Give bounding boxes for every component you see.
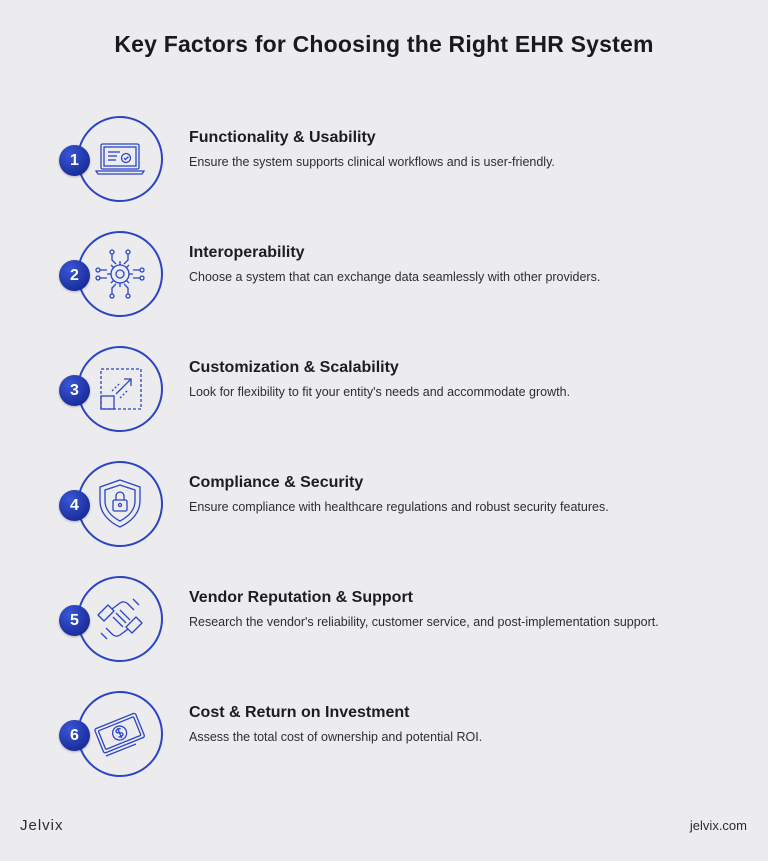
footer-url: jelvix.com (689, 818, 747, 833)
jelvix-logo: Jelvix (20, 817, 64, 834)
factor-title: Vendor Reputation & Support (189, 589, 413, 606)
factor-number-badge: 6 (59, 720, 90, 751)
factor-number-badge: 3 (59, 375, 90, 406)
factor-title: Interoperability (189, 244, 305, 261)
factor-number-badge: 5 (59, 605, 90, 636)
factor-item-1 (0, 105, 768, 220)
page-title: Key Factors for Choosing the Right EHR System (114, 31, 654, 57)
factor-description: Choose a system that can exchange data seamlessly with other providers. (189, 270, 601, 284)
factor-item-3 (0, 335, 768, 450)
factor-item-6 (0, 680, 768, 795)
factor-number-badge: 2 (59, 260, 90, 291)
factor-description: Research the vendor's reliability, customer service, and post-implementation support. (189, 615, 659, 629)
factor-item-4 (0, 450, 768, 565)
factor-title: Functionality & Usability (189, 129, 376, 146)
factor-description: Assess the total cost of ownership and potential ROI. (189, 730, 483, 744)
factor-description: Ensure compliance with healthcare regulations and robust security features. (189, 500, 609, 514)
factor-number-badge: 1 (59, 145, 90, 176)
factor-number-badge: 4 (59, 490, 90, 521)
factor-title: Cost & Return on Investment (189, 704, 410, 721)
factor-item-5 (0, 565, 768, 680)
factor-description: Ensure the system supports clinical workflows and is user-friendly. (189, 155, 555, 169)
factor-title: Compliance & Security (189, 474, 364, 491)
factor-item-2 (0, 220, 768, 335)
factor-title: Customization & Scalability (189, 359, 399, 376)
factor-description: Look for flexibility to fit your entity's needs and accommodate growth. (189, 385, 571, 399)
